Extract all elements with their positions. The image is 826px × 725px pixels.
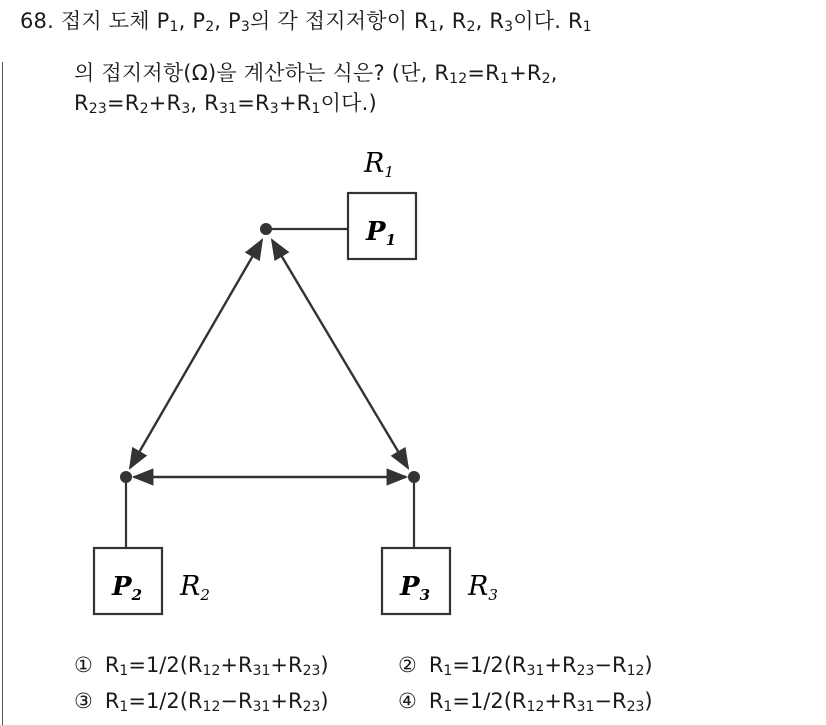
choice-1-number: ① [74,653,93,677]
question-line-2: 의 접지저항(Ω)을 계산하는 식은? (단, $R_{12}=R_1+R_2$, [74,61,558,87]
r3-label: R3 [468,571,498,604]
choice-4[interactable]: ④ $R_1=1/2(R_{12}+R_{31}-R_{23})$ [398,684,653,718]
r1-label: R1 [364,148,394,181]
node-top [260,223,272,235]
choice-2[interactable]: ② $R_1=1/2(R_{31}+R_{23}-R_{12})$ [398,648,653,682]
choice-1[interactable]: ① $R_1=1/2(R_{12}+R_{31}+R_{23})$ [74,648,329,682]
p2-label: P2 [112,572,142,604]
q1-text-a: 접지 도체 P [60,9,170,33]
choice-2-number: ② [398,653,417,677]
question-line-3: $R_{23}=R_2+R_3$, $R_{31}=R_3+R_1$이다.) [74,91,377,117]
question-number: 68. [20,9,54,33]
p3-label: P3 [400,572,430,604]
choice-3-number: ③ [74,689,93,713]
node-left [120,471,132,483]
edge-top-left [130,240,262,468]
p1-label: P1 [366,217,396,249]
node-right [408,471,420,483]
choice-4-number: ④ [398,689,417,713]
edge-top-right [272,240,408,468]
r2-label: R2 [180,571,210,604]
choice-3[interactable]: ③ $R_1=1/2(R_{12}-R_{31}+R_{23})$ [74,684,329,718]
question-line-1: 68. 접지 도체 $P_1$, $P_2$, $P_3$의 각 접지저항이 $R_1$, $R_2$, $R_3$이다. $R_1$ [20,9,592,35]
